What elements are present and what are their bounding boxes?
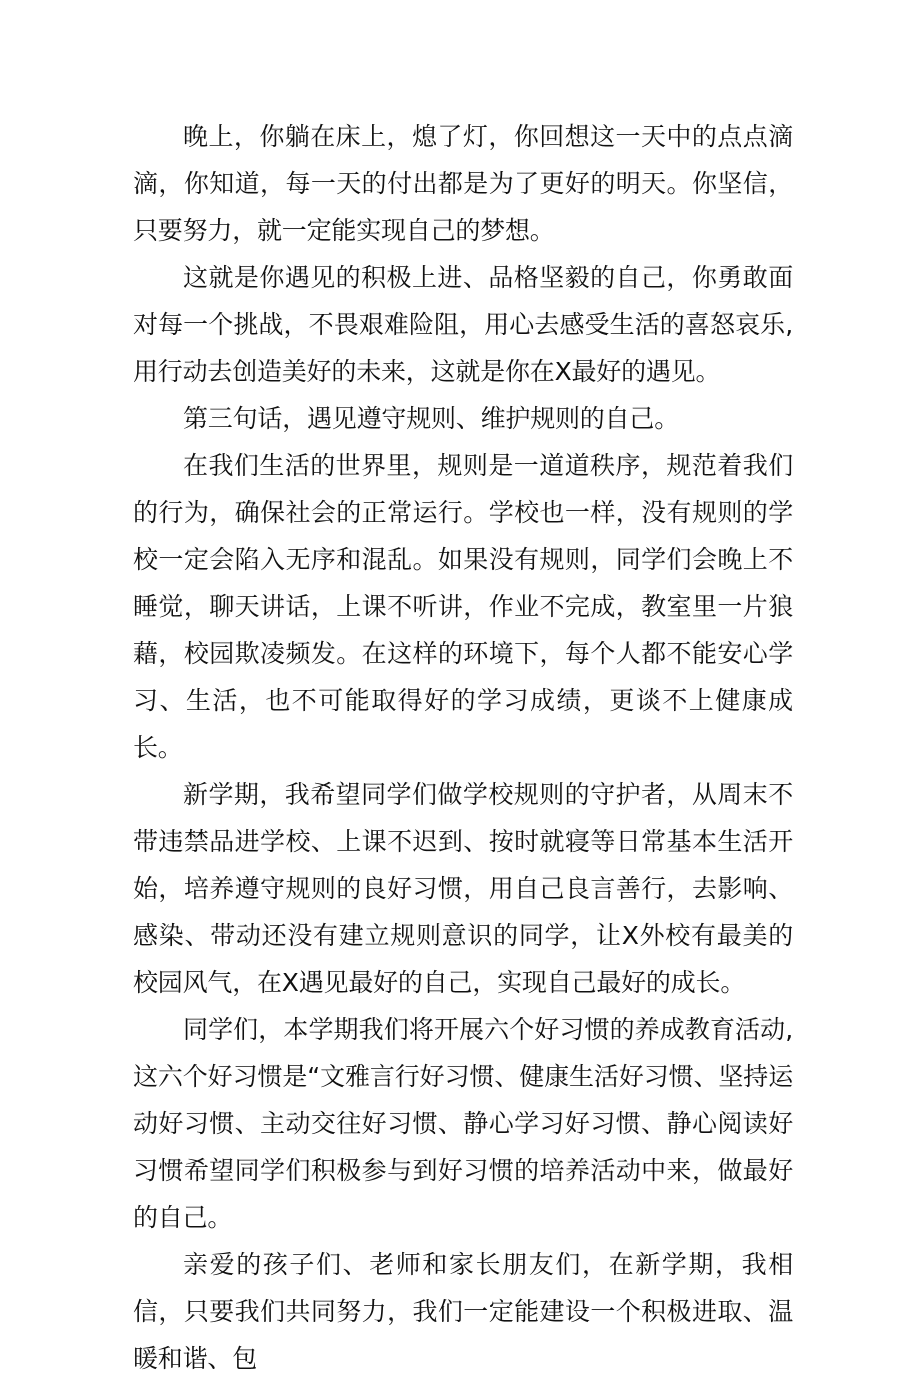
paragraph-third-sentence-heading: 第三句话，遇见遵守规则、维护规则的自己。 xyxy=(183,404,680,433)
paragraph-rules-in-life: 在我们生活的世界里，规则是一道道秩序，规范着我们的行为，确保社会的正常运行。学校也一样，没有规则的学校一定会陷入无序和混乱。如果没有规则，同学们会晚上不睡觉，聊天讲话，上课不听讲，作业不完成，教室里一片狼藉，校园欺凌频发。在这样的环境下，每个人都不能安心学习、生活，也不可能取得好的学习成绩，更谈不上健康成长。 xyxy=(133,451,793,762)
document-body xyxy=(133,113,793,1382)
paragraph-evening-reflection: 晚上，你躺在床上，熄了灯，你回想这一天中的点点滴滴，你知道，每一天的付出都是为了更好的明天。你坚信，只要努力，就一定能实现自己的梦想。 xyxy=(133,122,793,245)
paragraph-six-good-habits: 同学们，本学期我们将开展六个好习惯的养成教育活动,这六个好习惯是“文雅言行好习惯、健康生活好习惯、坚持运动好习惯、主动交往好习惯、静心学习好习惯、静心阅读好习惯希望同学们积极参与到好习惯的培养活动中来，做最好的自己。 xyxy=(133,1015,793,1232)
paragraph-positive-self: 这就是你遇见的积极上进、品格坚毅的自己，你勇敢面对每一个挑战，不畏艰难险阻，用心去感受生活的喜怒哀乐,用行动去创造美好的未来，这就是你在X最好的遇见。 xyxy=(133,263,793,386)
paragraph-new-semester-rules: 新学期，我希望同学们做学校规则的守护者，从周末不带违禁品进学校、上课不迟到、按时就寝等日常基本生活开始，培养遵守规则的良好习惯，用自己良言善行，去影响、感染、带动还没有建立规则意识的同学，让X外校有最美的校园风气，在X遇见最好的自己，实现自己最好的成长。 xyxy=(133,780,793,997)
paragraph-closing-address: 亲爱的孩子们、老师和家长朋友们，在新学期，我相信，只要我们共同努力，我们一定能建设一个积极进取、温暖和谐、包 xyxy=(133,1250,793,1373)
